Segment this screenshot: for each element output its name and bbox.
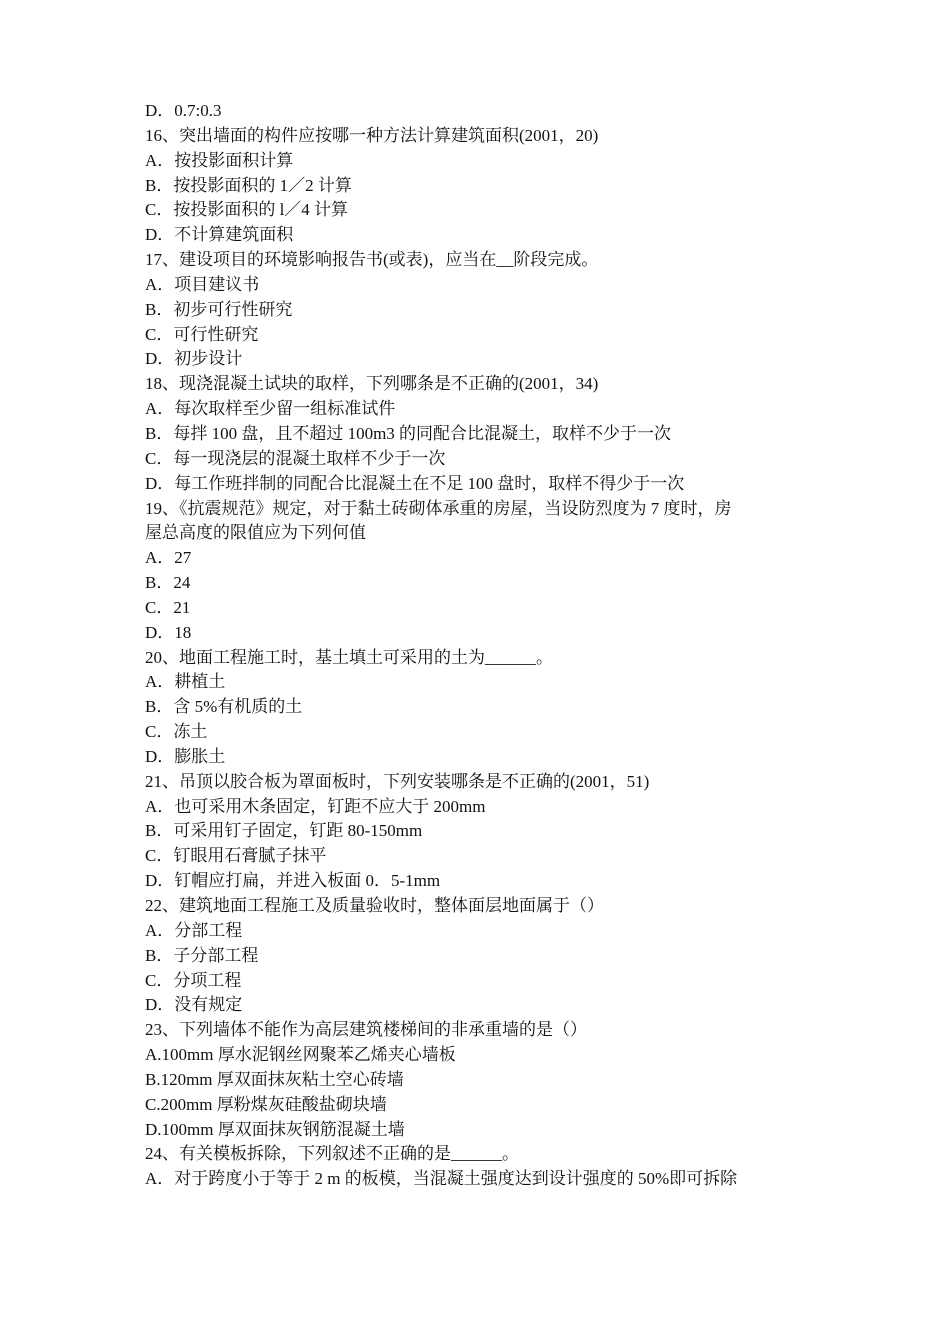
option-d-q20: D．膨胀土 — [145, 746, 226, 766]
option-d-q17: D．初步设计 — [145, 349, 243, 369]
option-d-q21: D．钉帽应打扁，并进入板面 0．5-1mm — [145, 871, 441, 891]
question-19-line-2: 屋总高度的限值应为下列何值 — [145, 523, 366, 543]
option-c-q21: C．钉眼用石膏腻子抹平 — [145, 846, 327, 866]
option-d-q23: D.100mm 厚双面抹灰钢筋混凝土墙 — [145, 1119, 405, 1139]
question-24: 24、有关模板拆除，下列叙述不正确的是______。 — [145, 1144, 519, 1164]
option-a-q16: A．按投影面积计算 — [145, 150, 294, 170]
option-c-q16: C．按投影面积的 l／4 计算 — [145, 200, 349, 220]
option-b-q23: B.120mm 厚双面抹灰粘土空心砖墙 — [145, 1069, 404, 1089]
question-19-line-1: 19、《抗震规范》规定，对于黏土砖砌体承重的房屋，当设防烈度为 7 度时，房 — [145, 498, 732, 518]
question-21: 21、吊顶以胶合板为罩面板时，下列安装哪条是不正确的(2001，51) — [145, 771, 650, 791]
question-23: 23、下列墙体不能作为高层建筑楼梯间的非承重墙的是（） — [145, 1020, 587, 1040]
option-a-q23: A.100mm 厚水泥钢丝网聚苯乙烯夹心墙板 — [145, 1045, 456, 1065]
document-body — [145, 99, 815, 1192]
option-a-q21: A．也可采用木条固定，钉距不应大于 200mm — [145, 796, 486, 816]
option-a-q19: A．27 — [145, 548, 192, 568]
option-b-q20: B．含 5%有机质的土 — [145, 697, 303, 717]
option-d-q18: D．每工作班拌制的同配合比混凝土在不足 100 盘时，取样不得少于一次 — [145, 473, 685, 493]
option-c-q23: C.200mm 厚粉煤灰硅酸盐砌块墙 — [145, 1094, 387, 1114]
option-a-q18: A．每次取样至少留一组标准试件 — [145, 399, 396, 419]
option-c-q22: C．分项工程 — [145, 970, 242, 990]
option-d-q22: D．没有规定 — [145, 995, 243, 1015]
question-22: 22、建筑地面工程施工及质量验收时，整体面层地面属于（） — [145, 896, 604, 915]
option-a-q17: A．项目建议书 — [145, 274, 260, 294]
option-b-q18: B．每拌 100 盘，且不超过 100m3 的同配合比混凝土，取样不少于一次 — [145, 423, 672, 443]
option-c-q17: C．可行性研究 — [145, 324, 259, 344]
option-c-q19: C．21 — [145, 597, 191, 617]
option-a-q22: A．分部工程 — [145, 920, 243, 940]
option-b-q17: B．初步可行性研究 — [145, 299, 293, 319]
option-b-q21: B．可采用钉子固定，钉距 80-150mm — [145, 821, 423, 841]
option-b-q16: B．按投影面积的 1／2 计算 — [145, 175, 352, 195]
option-b-q22: B．子分部工程 — [145, 945, 259, 965]
option-d-q16: D．不计算建筑面积 — [145, 225, 294, 245]
option-c-q18: C．每一现浇层的混凝土取样不少于一次 — [145, 448, 446, 468]
option-c-q20: C．冻土 — [145, 722, 208, 742]
question-16: 16、突出墙面的构件应按哪一种方法计算建筑面积(2001，20) — [145, 125, 599, 145]
option-d-q15: D．0.7:0.3 — [145, 101, 222, 120]
question-17: 17、建设项目的环境影响报告书(或表)，应当在__阶段完成。 — [145, 250, 599, 270]
question-18: 18、现浇混凝土试块的取样，下列哪条是不正确的(2001，34) — [145, 374, 599, 394]
option-d-q19: D．18 — [145, 622, 192, 642]
option-a-q20: A．耕植土 — [145, 672, 226, 692]
option-a-q24: A．对于跨度小于等于 2 m 的板模，当混凝土强度达到设计强度的 50%即可拆除 — [145, 1169, 738, 1189]
option-b-q19: B．24 — [145, 573, 191, 593]
question-20: 20、地面工程施工时，基土填土可采用的土为______。 — [145, 647, 553, 667]
